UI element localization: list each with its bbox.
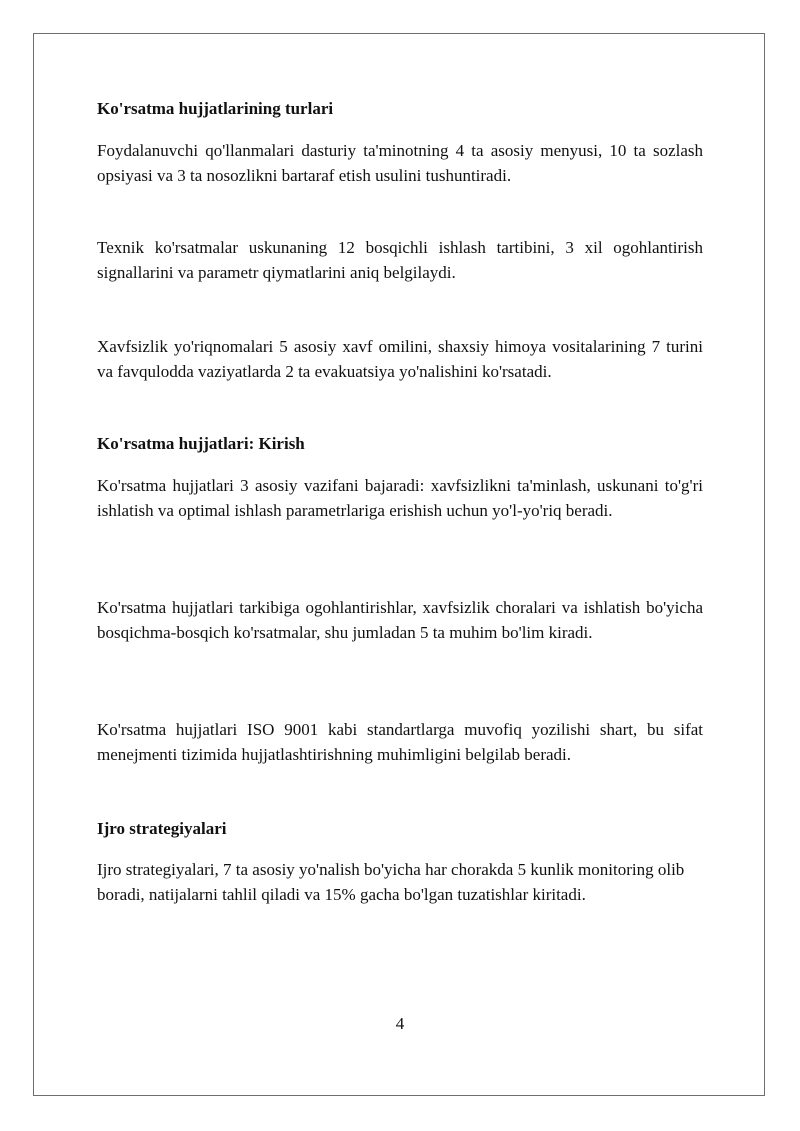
section-heading-introduction: Ko'rsatma hujjatlari: Kirish <box>97 434 305 453</box>
paragraph-safety-instructions: Xavfsizlik yo'riqnomalari 5 asosiy xavf omilini, shaxsiy himoya vositalarining 7 turini va favqulodda vaziyatlarda 2 ta evakuatsiya yo'nalishini ko'rsatadi. <box>97 337 703 381</box>
page-number: 4 <box>395 1014 405 1033</box>
paragraph-iso-standards: Ko'rsatma hujjatlari ISO 9001 kabi standartlarga muvofiq yozilishi shart, bu sifat menejmenti tizimida hujjatlashtirishning muhimligini belgilab beradi. <box>97 720 703 764</box>
paragraph-execution-strategies: Ijro strategiyalari, 7 ta asosiy yo'nalish bo'yicha har chorakda 5 kunlik monitoring olib boradi, natijalarni tahlil qiladi va 15% gacha bo'lgan tuzatishlar kiritadi. <box>97 860 685 904</box>
paragraph-document-contents: Ko'rsatma hujjatlari tarkibiga ogohlantirishlar, xavfsizlik choralari va ishlatish bo'yicha bosqichma-bosqich ko'rsatmalar, shu jumladan 5 ta muhim bo'lim kiradi. <box>97 598 703 642</box>
paragraph-user-manuals: Foydalanuvchi qo'llanmalari dasturiy ta'minotning 4 ta asosiy menyusi, 10 ta sozlash opsiyasi va 3 ta nosozlikni bartaraf etish usulini tushuntiradi. <box>97 141 703 185</box>
paragraph-main-functions: Ko'rsatma hujjatlari 3 asosiy vazifani bajaradi: xavfsizlikni ta'minlash, uskunani to'g'ri ishlatish va optimal ishlash parametrlariga erishish uchun yo'l-yo'riq beradi. <box>97 476 703 520</box>
section-heading-types: Ko'rsatma hujjatlarining turlari <box>97 99 334 118</box>
paragraph-technical-instructions: Texnik ko'rsatmalar uskunaning 12 bosqichli ishlash tartibini, 3 xil ogohlantirish signallarini va parametr qiymatlarini aniq belgilaydi. <box>97 238 703 282</box>
section-heading-strategies: Ijro strategiyalari <box>97 819 227 838</box>
page-border <box>33 33 765 1096</box>
